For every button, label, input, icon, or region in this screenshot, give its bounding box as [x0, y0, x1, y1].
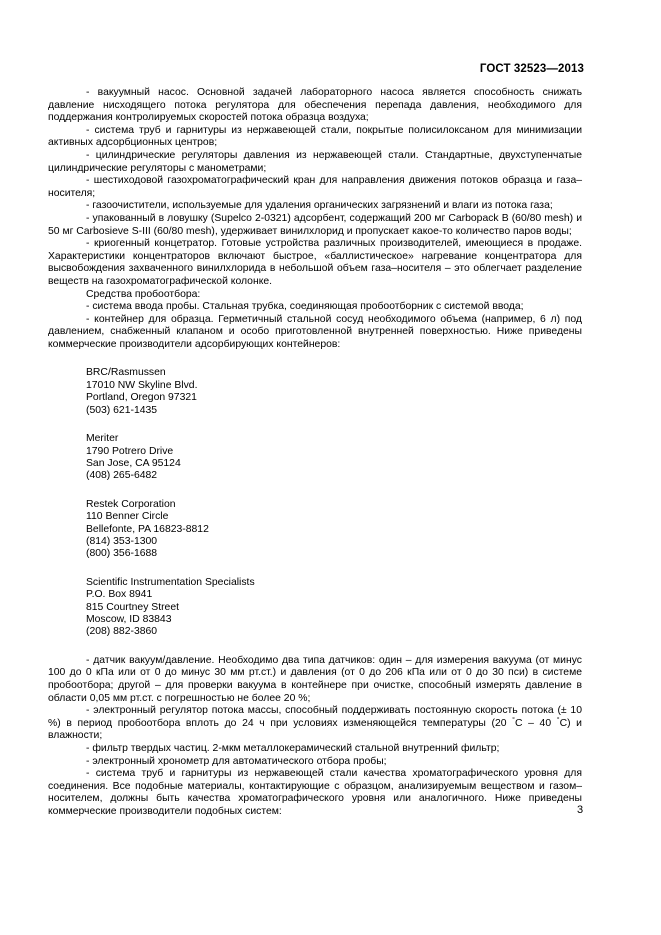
address-line: (800) 356-1688	[86, 548, 158, 560]
address-restek	[86, 499, 582, 561]
address-meriter	[86, 433, 582, 483]
address-line: P.O. Box 8941	[86, 589, 153, 601]
address-line: Meriter	[86, 433, 119, 445]
paragraph: Средства пробоотбора:	[86, 288, 201, 300]
paragraph: - криогенный концетратор. Готовые устройства различных производителей, имеющиеся в продаже. Характеристики концентраторов включают быстрое, «баллистическое» нагревание концентратора для высвобождения захваченного винилхлорида в небольшой объем газа–носителя – это облегчает разделение веществ на газохроматографической колонке.	[48, 238, 582, 287]
paragraph-regulator	[48, 705, 582, 743]
degree-symbol: °	[512, 716, 515, 724]
paragraph-sensor: - датчик вакуум/давление. Необходимо два типа датчиков: один – для измерения вакуума (от минус 100 до 0 кПа или от 0 до минус 30 мм рт.ст.) и давления (от 0 до 206 кПа или от 0 до 30 пси) в системе пробоотбора; другой – для проверки вакуума в контейнере при очистке, способный измерять давление в области 0,05 мм рт.ст. с погрешностью не более 20 %;	[48, 654, 582, 704]
paragraph: - вакуумный насос. Основной задачей лабораторного насоса является способность снижать давление нисходящего потока регулятора для обеспечения перепада давления, необходимого для поддержания контролируемых скоростей потока образца воздуха;	[48, 87, 582, 124]
document-body	[48, 87, 582, 819]
address-line: Restek Corporation	[86, 498, 176, 510]
address-line: (208) 882-3860	[86, 626, 158, 638]
address-line: Moscow, ID 83843	[86, 613, 172, 625]
address-line: (814) 353-1300	[86, 535, 158, 547]
address-line: (503) 621-1435	[86, 404, 158, 416]
paragraph: - система труб и гарнитуры из нержавеющей стали, покрытые полисилоксаном для минимизации активных адсорбционных центров;	[48, 124, 582, 149]
paragraph-filter: - фильтр твердых частиц. 2-мкм металлокерамический стальной внутренний фильтр;	[86, 742, 500, 754]
paragraph: - контейнер для образца. Герметичный стальной сосуд необходимого объема (например, 6 л) под давлением, снабженный клапаном и особо приготовленной внутренней поверхностью. Ниже приведены коммерческие производители адсорбирующих контейнеров:	[48, 313, 582, 350]
address-line: 17010 NW Skyline Blvd.	[86, 379, 198, 391]
address-brc-rasmussen	[86, 367, 582, 417]
address-line: Bellefonte, PA 16823-8812	[86, 523, 209, 535]
address-line: 1790 Potrero Drive	[86, 445, 174, 457]
address-line: (408) 265-6482	[86, 470, 158, 482]
paragraph: - шестиходовой газохроматографический кран для направления движения потоков образца и газа–носителя;	[48, 175, 582, 199]
address-line: Scientific Instrumentation Specialists	[86, 576, 255, 588]
paragraph: - газоочистители, используемые для удаления органических загрязнений и влаги из потока газа;	[86, 200, 553, 212]
paragraph-piping: - система труб и гарнитуры из нержавеющей стали качества хроматографического уровня для соединения. Все подобные материалы, контактирующие с образцом, анализируемым веществом и газом–носителем, должны быть качества хроматографического уровня или аналогичного. Ниже приведены коммерческие производители подобных систем:	[48, 768, 582, 817]
paragraph: - упакованный в ловушку (Supelco 2-0321) адсорбент, содержащий 200 мг Carbopack B (60/80 mesh) и 50 мг Carbosieve S-III (60/80 mesh), удерживает винилхлорид и пропускает какое-то количество паров воды;	[48, 212, 582, 237]
address-line: San Jose, CA 95124	[86, 457, 181, 469]
paragraph: - цилиндрические регуляторы давления из нержавеющей стали. Стандартные, двухступенчатые цилиндрические регуляторы с манометрами;	[48, 149, 582, 174]
address-line: Portland, Oregon 97321	[86, 392, 197, 404]
address-line: 815 Courtney Street	[86, 601, 179, 613]
paragraph: - система ввода пробы. Стальная трубка, соединяющая пробоотборник с системой ввода;	[86, 301, 524, 313]
regulator-text-b: C – 40	[514, 717, 557, 729]
paragraph-chronometer: - электронный хронометр для автоматического отбора пробы;	[86, 755, 387, 767]
regulator-text-c: C) и влажности;	[48, 717, 582, 742]
address-sis	[86, 577, 582, 639]
page-number: 3	[577, 804, 584, 816]
address-line: BRC/Rasmussen	[86, 367, 166, 379]
address-line: 110 Benner Circle	[86, 511, 169, 523]
regulator-text-a: - электронный регулятор потока массы, способный поддерживать постоянную скорость потока (± 10 %) в период пробоотбора вплоть до 24 ч при условиях изменяющейся температуры (20	[48, 705, 582, 729]
document-header: ГОСТ 32523—2013	[479, 63, 584, 75]
degree-symbol: °	[556, 716, 560, 724]
